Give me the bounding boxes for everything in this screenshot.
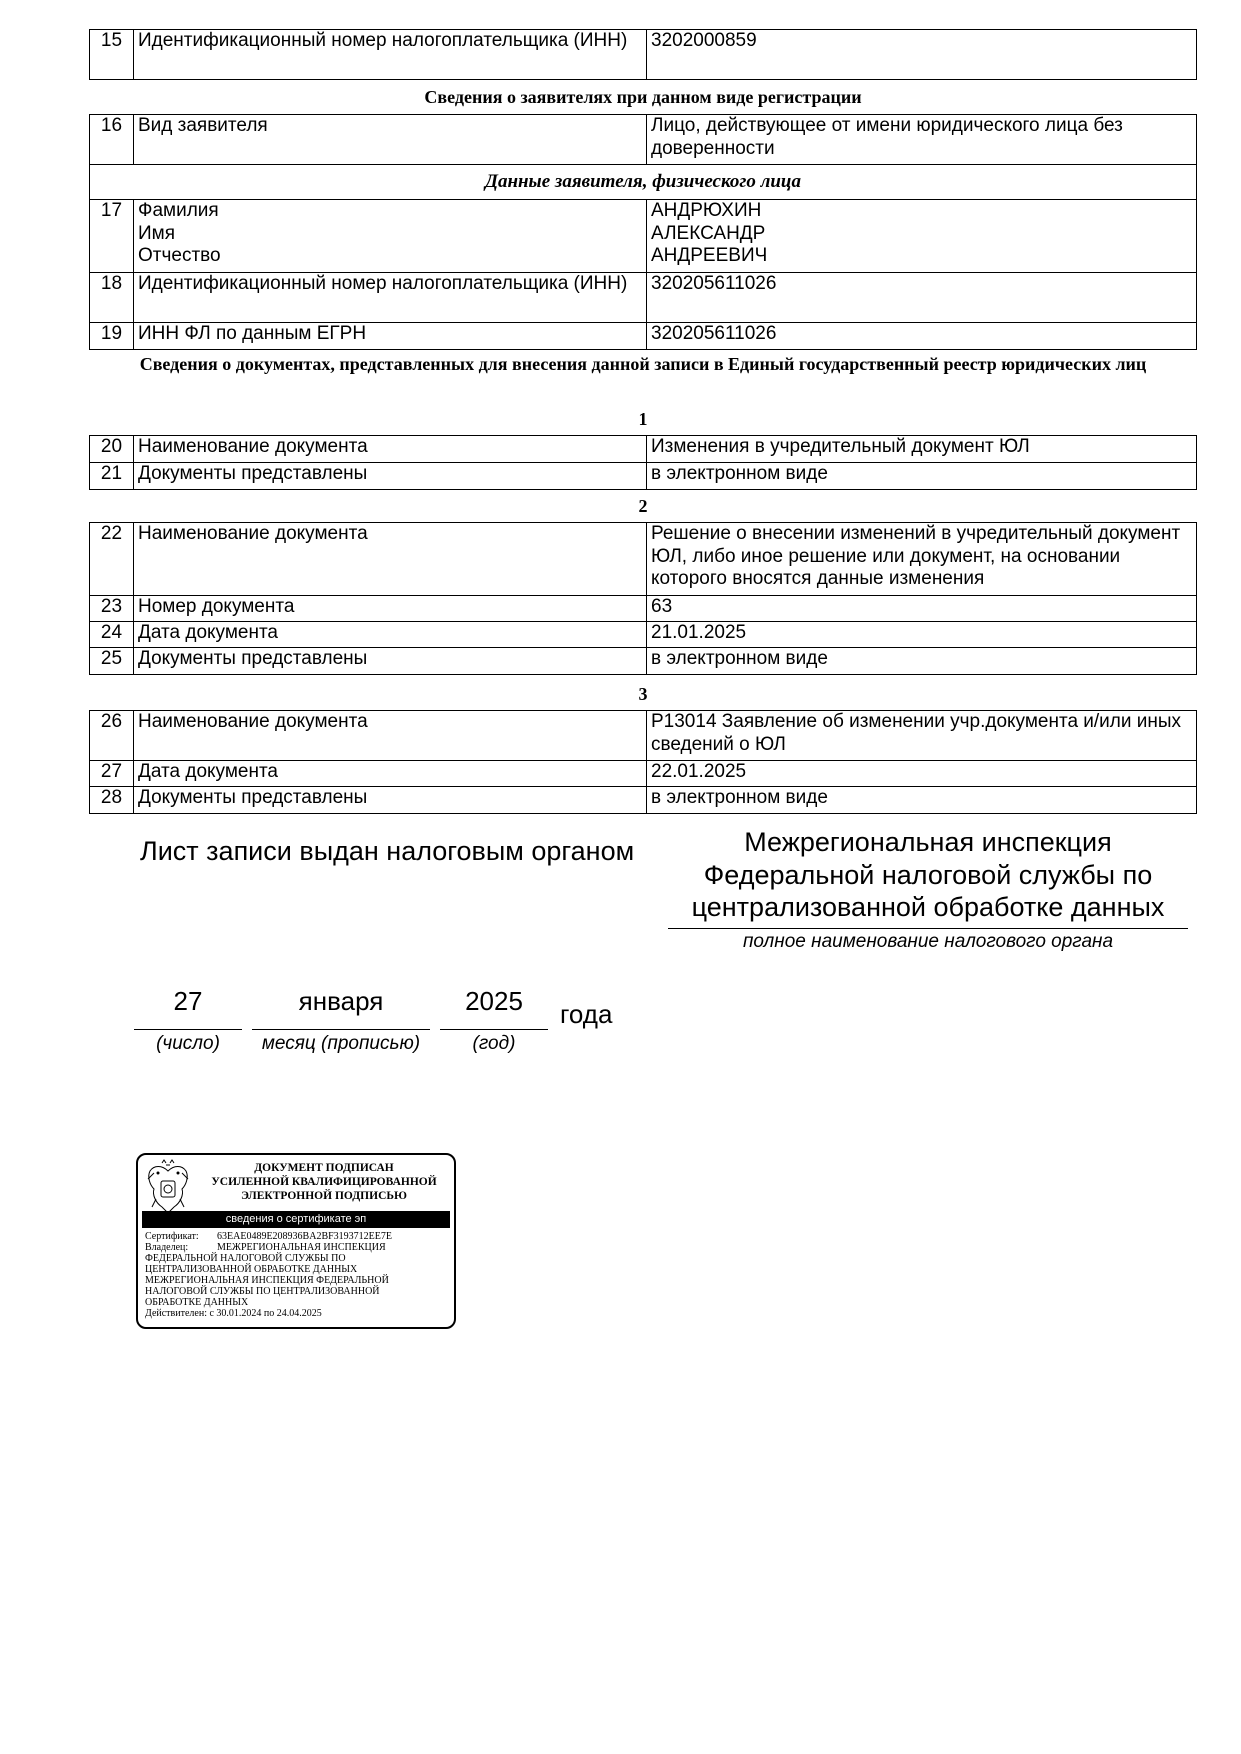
applicants-heading: Сведения о заявителях при данном виде регистрации <box>424 87 862 107</box>
authority-name <box>668 826 1188 924</box>
field-value: в электронном виде <box>647 648 1197 675</box>
row-number: 17 <box>90 200 134 273</box>
date-month-caption: месяц (прописью) <box>261 1033 421 1054</box>
field-label: Документы представлены <box>134 463 647 490</box>
table-row <box>90 648 1197 675</box>
owner-line: ЦЕНТРАЛИЗОВАННОЙ ОБРАБОТКЕ ДАННЫХ <box>145 1264 358 1275</box>
signature-stamp <box>136 1153 456 1329</box>
cert-value: 63EAE0489E208936BA2BF3193712EE7E <box>217 1231 392 1242</box>
field-value: 3202000859 <box>647 30 1197 80</box>
field-value: в электронном виде <box>647 787 1197 814</box>
doc-group-table <box>89 710 1197 814</box>
date-year: 2025 <box>465 986 523 1016</box>
owner-line: ФЕДЕРАЛЬНОЙ НАЛОГОВОЙ СЛУЖБЫ ПО <box>145 1253 346 1264</box>
table-row <box>90 323 1197 350</box>
owner-value: МЕЖРЕГИОНАЛЬНАЯ ИНСПЕКЦИЯ <box>217 1242 386 1253</box>
valid-value: с 30.01.2024 по 24.04.2025 <box>209 1308 322 1319</box>
field-value: Лицо, действующее от имени юридического лица без доверенности <box>647 115 1197 165</box>
stamp-title-line: ЭЛЕКТРОННОЙ ПОДПИСЬЮ <box>241 1190 407 1202</box>
inn-table <box>89 29 1197 80</box>
date-month-underline <box>252 1029 430 1030</box>
doc-group-table <box>89 435 1197 490</box>
table-row <box>90 273 1197 323</box>
date-day-underline <box>134 1029 242 1030</box>
owner-line: ОБРАБОТКЕ ДАННЫХ <box>145 1297 249 1308</box>
patronymic-value: АНДРЕЕВИЧ <box>651 245 768 266</box>
row-number: 28 <box>90 787 134 814</box>
surname-value: АНДРЮХИН <box>651 200 762 221</box>
owner-line: МЕЖРЕГИОНАЛЬНАЯ ИНСПЕКЦИЯ ФЕДЕРАЛЬНОЙ <box>145 1275 389 1286</box>
date-day-caption: (число) <box>156 1033 220 1054</box>
applicant-table <box>89 114 1197 350</box>
table-row <box>90 761 1197 787</box>
owner-label: Владелец: <box>145 1242 189 1253</box>
row-number: 23 <box>90 596 134 622</box>
row-number: 16 <box>90 115 134 165</box>
field-value: 320205611026 <box>647 323 1197 350</box>
date-month: января <box>298 986 384 1016</box>
field-label: Дата документа <box>134 622 647 648</box>
row-number: 19 <box>90 323 134 350</box>
field-value: Решение о внесении изменений в учредительный документ ЮЛ, либо иное решение или документ, на основании которого вносятся данные изменения <box>647 523 1197 596</box>
doc-group-label: 1 <box>638 409 648 429</box>
stamp-title-line: ДОКУМЕНТ ПОДПИСАН <box>254 1162 394 1174</box>
stamp-title-line: УСИЛЕННОЙ КВАЛИФИЦИРОВАННОЙ <box>211 1176 437 1188</box>
row-number: 25 <box>90 648 134 675</box>
field-value: Изменения в учредительный документ ЮЛ <box>647 436 1197 463</box>
doc-group-label: 3 <box>638 684 648 704</box>
certificate-info-bar: сведения о сертификате эп <box>142 1211 450 1228</box>
field-label: Наименование документа <box>134 711 647 761</box>
first-name-label: Имя <box>138 222 176 244</box>
doc-group-label: 2 <box>638 496 648 516</box>
table-row <box>90 115 1197 165</box>
patronymic-label: Отчество <box>138 245 221 266</box>
cert-label: Сертификат: <box>145 1231 199 1242</box>
issued-by-label: Лист записи выдан налоговым органом <box>140 836 635 866</box>
authority-caption: полное наименование налогового органа <box>742 931 1114 952</box>
row-number: 26 <box>90 711 134 761</box>
field-label <box>134 200 647 273</box>
row-number: 18 <box>90 273 134 323</box>
table-row <box>90 436 1197 463</box>
first-name-value: АЛЕКСАНДР <box>651 222 766 244</box>
authority-line: централизованной обработке данных <box>691 892 1165 922</box>
field-value: 22.01.2025 <box>647 761 1197 787</box>
row-number: 21 <box>90 463 134 490</box>
table-row <box>90 523 1197 596</box>
field-label: Номер документа <box>134 596 647 622</box>
date-year-underline <box>440 1029 548 1030</box>
person-subheading: Данные заявителя, физического лица <box>90 165 1197 200</box>
field-label: Документы представлены <box>134 648 647 675</box>
field-label: Вид заявителя <box>134 115 647 165</box>
table-row <box>90 787 1197 814</box>
row-number: 15 <box>90 30 134 80</box>
authority-line: Федеральной налоговой службы по <box>703 859 1153 890</box>
table-subheading-row <box>90 165 1197 200</box>
field-value: Р13014 Заявление об изменении учр.документа и/или иных сведений о ЮЛ <box>647 711 1197 761</box>
date-year-caption: (год) <box>472 1033 516 1054</box>
field-value: 63 <box>647 596 1197 622</box>
date-day: 27 <box>173 986 203 1016</box>
field-label: ИНН ФЛ по данным ЕГРН <box>134 323 647 350</box>
field-value: 21.01.2025 <box>647 622 1197 648</box>
field-label: Идентификационный номер налогоплательщика (ИНН) <box>134 30 647 80</box>
table-row <box>90 30 1197 80</box>
date-suffix: года <box>560 999 613 1029</box>
row-number: 27 <box>90 761 134 787</box>
authority-underline <box>668 928 1188 929</box>
table-row <box>90 463 1197 490</box>
table-row <box>90 200 1197 273</box>
field-label: Наименование документа <box>134 436 647 463</box>
row-number: 20 <box>90 436 134 463</box>
coat-of-arms-icon <box>144 1159 192 1217</box>
authority-line: Межрегиональная инспекция <box>744 827 1112 857</box>
field-label: Документы представлены <box>134 787 647 814</box>
certificate-details <box>145 1231 451 1319</box>
field-value: 320205611026 <box>647 273 1197 323</box>
owner-line: НАЛОГОВОЙ СЛУЖБЫ ПО ЦЕНТРАЛИЗОВАННОЙ <box>145 1286 380 1297</box>
row-number: 22 <box>90 523 134 596</box>
field-label: Дата документа <box>134 761 647 787</box>
valid-label: Действителен: <box>145 1308 207 1319</box>
field-label: Идентификационный номер налогоплательщика (ИНН) <box>134 273 647 323</box>
doc-group-table <box>89 522 1197 675</box>
field-value <box>647 200 1197 273</box>
table-row <box>90 596 1197 622</box>
stamp-title <box>196 1161 452 1203</box>
table-row <box>90 622 1197 648</box>
surname-label: Фамилия <box>138 200 219 221</box>
row-number: 24 <box>90 622 134 648</box>
field-value: в электронном виде <box>647 463 1197 490</box>
field-label: Наименование документа <box>134 523 647 596</box>
table-row <box>90 711 1197 761</box>
documents-heading: Сведения о документах, представленных для внесения данной записи в Единый государственный реестр юридических лиц <box>139 354 1147 374</box>
